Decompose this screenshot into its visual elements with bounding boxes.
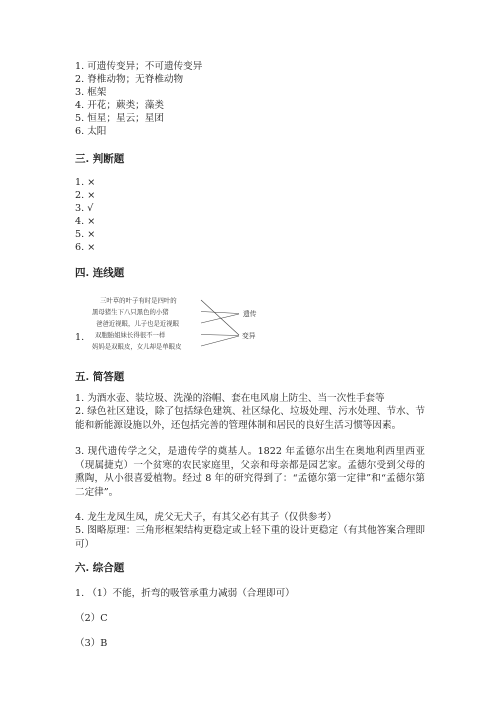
match-left-item: 三叶草的叶子有时是四叶的 — [100, 296, 177, 305]
answer-line: 4. 开花；蕨类；藻类 — [75, 100, 164, 111]
short-answer: 3. 现代遗传学之父，是遗传学的奠基人。1822 年孟德尔出生在奥地利西里西亚（现属捷克）一个贫寒的农民家庭里，父亲和母亲都是园艺家。孟德尔受到父母的熏陶，从小很喜爱植物。经过 8 年的研究得到了：“孟德尔第一定律”和“孟德尔第二定律”。 — [75, 446, 425, 498]
match-connector-lines — [201, 300, 239, 346]
short-answer: 1. 为酒水壶、装垃圾、洗澡的浴帽、套在电风扇上防尘、当一次性手套等 — [75, 393, 385, 404]
comprehensive-answer: 1. （1）不能，折弯的吸管承重力减弱（合理即可） — [75, 588, 295, 599]
short-answer: 2. 绿色社区建设，除了包括绿色建筑、社区绿化、垃圾处理、污水处理、节水、节能和新能源设施以外，还包括完善的管理体制和居民的良好生活习惯等因素。 — [75, 406, 425, 431]
matching-diagram — [75, 294, 275, 354]
match-left-item: 爸爸近视眼，儿子也是近视眼 — [96, 319, 180, 328]
match-right-item: 遗传 — [243, 310, 257, 318]
judge-answer: 6. × — [75, 242, 96, 253]
section-heading-judge: 三. 判断题 — [75, 153, 125, 165]
judge-answer: 5. × — [75, 229, 96, 240]
answer-line: 5. 恒星；星云；星团 — [75, 113, 164, 124]
match-right-item: 变异 — [242, 332, 256, 340]
answer-line: 1. 可遗传变异；不可遗传变异 — [75, 61, 203, 72]
judge-answer: 2. × — [75, 190, 96, 201]
judge-answer: 3. √ — [75, 203, 94, 214]
match-left-item: 黑母猪生下八只黑色的小猪 — [92, 308, 169, 316]
comprehensive-answer: （3）B — [75, 638, 108, 649]
match-left-item: 双胞胎姐妹长得很不一样 — [95, 331, 166, 339]
answer-line: 6. 太阳 — [75, 126, 107, 137]
comprehensive-answer: （2）C — [75, 613, 108, 624]
section-heading-match: 四. 连线题 — [75, 267, 125, 279]
judge-answer: 1. × — [75, 177, 96, 188]
answer-line: 3. 框架 — [75, 87, 107, 98]
section-heading-short: 五. 简答题 — [75, 371, 125, 383]
judge-answer: 4. × — [75, 216, 96, 227]
match-number: 1. — [75, 332, 85, 343]
short-answer: 5. 图略原理：三角形框架结构更稳定或上轻下重的设计更稳定（有其他答案合理即可） — [75, 525, 425, 550]
match-left-item: 妈妈是双眼皮，女儿却是单眼皮 — [92, 342, 182, 351]
short-answer: 4. 龙生龙凤生凤，虎父无犬子，有其父必有其子（仅供参考） — [75, 512, 337, 523]
section-heading-comprehensive: 六. 综合题 — [75, 562, 125, 574]
answer-line: 2. 脊椎动物；无脊椎动物 — [75, 74, 184, 85]
